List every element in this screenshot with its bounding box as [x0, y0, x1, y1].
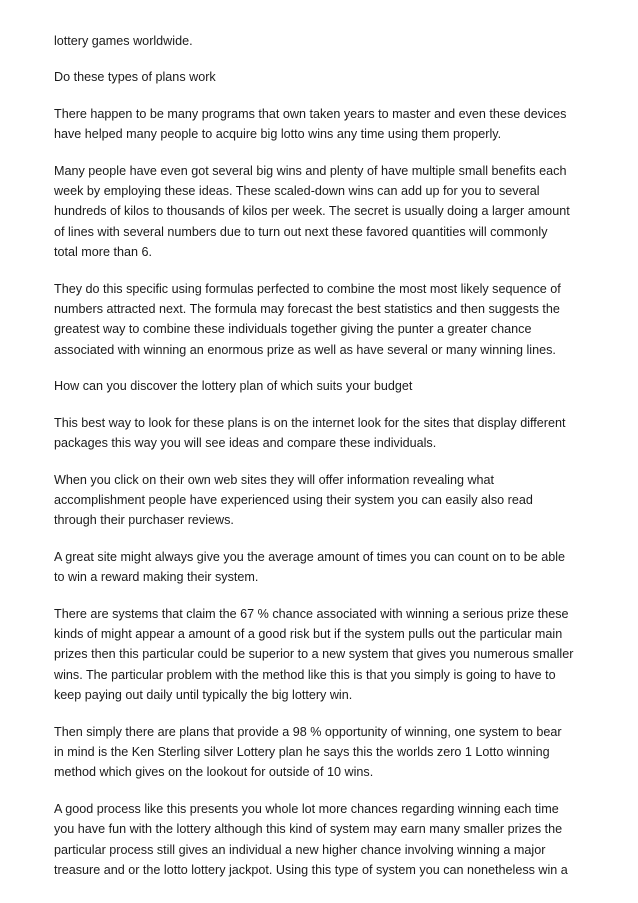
document-page: [54, 31, 594, 896]
text-line: through their purchaser reviews.: [54, 513, 234, 528]
paragraph: [54, 376, 594, 396]
text-line: keep paying out daily until typically the big lottery win.: [54, 688, 353, 703]
text-line: you have fun with the lottery although this kind of system may earn many smaller prizes the: [54, 822, 563, 837]
paragraph: [54, 279, 594, 361]
paragraph: [54, 31, 594, 51]
paragraph: [54, 799, 594, 881]
paragraph: [54, 722, 594, 783]
text-line: treasure and or the lotto lottery jackpot. Using this type of system you can nonetheless win a: [54, 863, 568, 877]
text-line: numbers attracted next. The formula may forecast the best statistics and then suggests the: [54, 302, 560, 317]
text-line: greatest way to combine these individuals together giving the punter a greater chance: [54, 322, 532, 337]
text-line: This best way to look for these plans is on the internet look for the sites that display different: [54, 415, 566, 430]
text-line: to win a reward making their system.: [54, 570, 259, 585]
text-line: Many people have even got several big wins and plenty of have multiple small benefits each: [54, 163, 567, 178]
text-line: in mind is the Ken Sterling silver Lottery plan he says this the worlds zero 1 Lotto winning: [54, 744, 550, 759]
text-line: They do this specific using formulas perfected to combine the most most likely sequence of: [54, 281, 561, 296]
text-line: associated with winning an enormous prize as well as have several or many winning lines.: [54, 342, 556, 357]
text-line: accomplishment people have experienced using their system you can easily also read: [54, 492, 533, 507]
paragraph: [54, 161, 594, 263]
text-line: total more than 6.: [54, 245, 153, 260]
paragraph: [54, 470, 594, 531]
text-line: packages this way you will see ideas and compare these individuals.: [54, 436, 437, 451]
text-line: wins. The particular problem with the method like this is that you simply is going to have to: [54, 667, 556, 682]
text-line: Then simply there are plans that provide a 98 % opportunity of winning, one system to bear: [54, 724, 562, 739]
text-line: A great site might always give you the average amount of times you can count on to be able: [54, 549, 566, 564]
paragraph: [54, 413, 594, 454]
text-line: prizes then this particular could be superior to a new system that gives you numerous smaller: [54, 647, 574, 662]
paragraph: [54, 67, 594, 87]
text-line: How can you discover the lottery plan of which suits your budget: [54, 379, 413, 394]
text-line: hundreds of kilos to thousands of kilos per week. The secret is usually doing a larger amount: [54, 204, 570, 219]
text-line: lottery games worldwide.: [54, 34, 193, 48]
text-line: kinds of might appear a amount of a good risk but if the system pulls out the particular main: [54, 626, 563, 641]
text-line: A good process like this presents you whole lot more chances regarding winning each time: [54, 801, 559, 816]
text-line: When you click on their own web sites they will offer information revealing what: [54, 472, 495, 487]
text-line: There happen to be many programs that own taken years to master and even these devices: [54, 106, 567, 121]
paragraph: [54, 547, 594, 588]
paragraph: [54, 604, 594, 706]
text-line: Do these types of plans work: [54, 70, 216, 85]
text-line: particular process still gives an individual a new higher chance involving winning a major: [54, 842, 546, 857]
text-line: of lines with several numbers due to turn out next these favored quantities will commonly: [54, 224, 548, 239]
text-line: method which gives on the lookout for outside of 10 wins.: [54, 765, 374, 780]
text-line: have helped many people to acquire big lotto wins any time using them properly.: [54, 127, 502, 142]
text-line: week by employing these ideas. These scaled-down wins can add up for you to several: [54, 184, 540, 199]
text-line: There are systems that claim the 67 % chance associated with winning a serious prize these: [54, 606, 569, 621]
paragraph: [54, 104, 594, 145]
